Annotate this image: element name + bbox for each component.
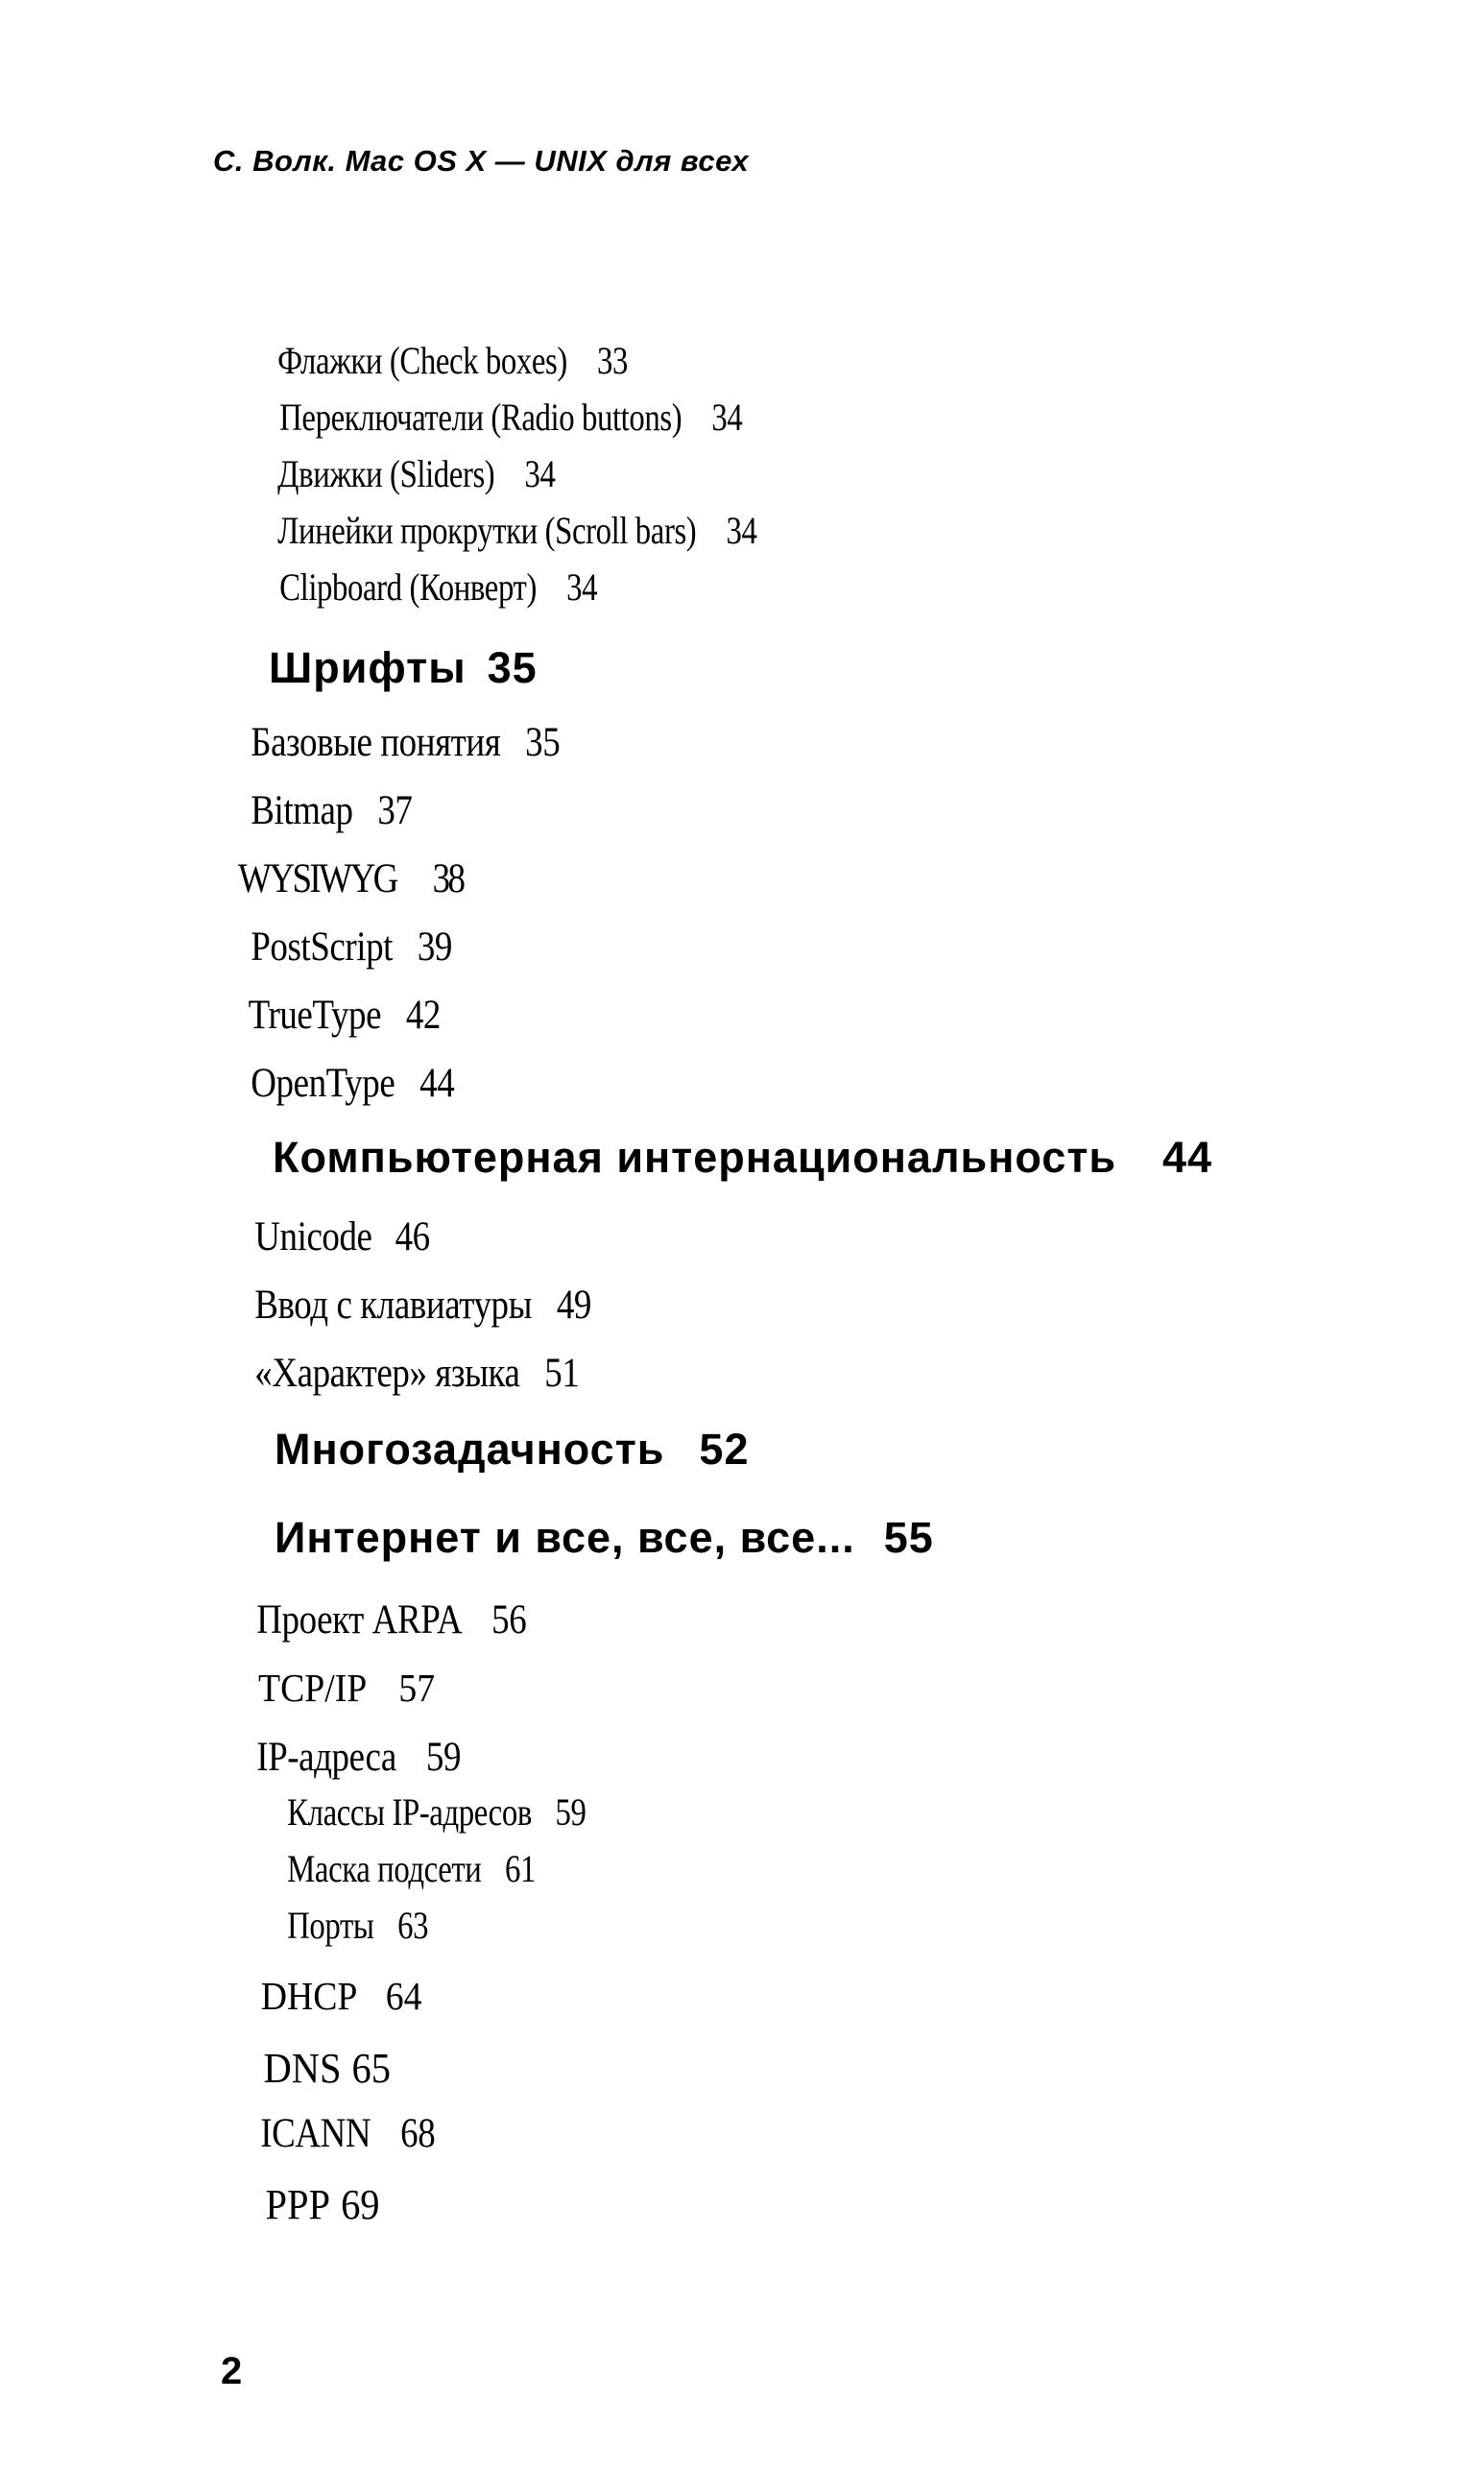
toc-entry-title: OpenType xyxy=(251,1061,395,1106)
toc-entry-title: Базовые понятия xyxy=(251,720,501,765)
toc-subentry-page: 61 xyxy=(505,1847,536,1890)
toc-entry-page: 37 xyxy=(377,788,413,833)
toc-subentry-title: Движки (Sliders) xyxy=(277,452,495,495)
toc-entry-title: DHCP xyxy=(260,1974,358,2018)
toc-entry-title: Bitmap xyxy=(251,788,353,833)
toc-entry-title: DNS xyxy=(263,2045,342,2092)
toc-entry-page: 69 xyxy=(341,2181,380,2228)
toc-entry-page: 42 xyxy=(405,993,441,1038)
toc-section-title: Компьютерная интернациональность xyxy=(273,1133,1117,1182)
toc-entry-title: PPP xyxy=(265,2181,331,2228)
toc-entry-title: «Характер» языка xyxy=(254,1351,520,1396)
toc-entry-title: Проект ARPA xyxy=(256,1597,463,1643)
toc-section-title: Интернет и все, все, все... xyxy=(275,1513,855,1562)
toc-entry-title: PostScript xyxy=(251,924,394,970)
toc-entry-title: Unicode xyxy=(254,1214,372,1260)
toc-entry-title: IP-адреса xyxy=(256,1735,396,1780)
toc-entry-page: 59 xyxy=(425,1735,462,1780)
toc-entry-title: WYSIWYG xyxy=(238,856,396,901)
toc-entry-page: 65 xyxy=(351,2045,391,2092)
toc-entry-page: 35 xyxy=(525,720,561,765)
toc-entry-title: Ввод с клавиатуры xyxy=(254,1283,533,1328)
toc-entry-page: 56 xyxy=(491,1597,527,1643)
toc-entry-page: 49 xyxy=(556,1283,591,1328)
toc-subentry-page: 59 xyxy=(555,1790,586,1834)
toc-entry-page: 44 xyxy=(419,1061,455,1106)
page-number: 2 xyxy=(221,2350,243,2392)
toc-subentry-page: 34 xyxy=(524,452,556,495)
toc-subentry-title: Классы IP-адресов xyxy=(287,1790,532,1834)
toc-entry-page: 39 xyxy=(417,924,452,970)
toc-subentry-page: 63 xyxy=(397,1904,429,1947)
toc-entry-title: TCP/IP xyxy=(258,1666,368,1710)
toc-subentry-title: Clipboard (Конверт) xyxy=(279,565,537,609)
toc-section-page: 52 xyxy=(699,1425,750,1474)
toc-entry-page: 51 xyxy=(544,1351,580,1396)
toc-entry-title: TrueType xyxy=(248,993,382,1038)
toc-entry-page: 64 xyxy=(385,1974,422,2018)
running-head: С. Волк. Mac OS X — UNIX для всех xyxy=(213,144,750,178)
toc-subentry-page: 34 xyxy=(711,396,743,439)
toc-section-page: 35 xyxy=(487,643,538,692)
toc-subentry-title: Флажки (Check boxes) xyxy=(277,339,567,382)
toc-entry-page: 68 xyxy=(400,2111,436,2156)
toc-entry-page: 46 xyxy=(395,1214,430,1260)
toc-subentry-page: 34 xyxy=(566,565,598,609)
toc-subentry-title: Линейки прокрутки (Scroll bars) xyxy=(277,509,697,552)
toc-subentry-page: 33 xyxy=(597,339,629,382)
toc-entry-title: ICANN xyxy=(260,2111,371,2156)
toc-section-title: Многозадачность xyxy=(275,1425,665,1474)
toc-section-title: Шрифты xyxy=(269,643,467,692)
toc-subentry-title: Маска подсети xyxy=(287,1847,482,1890)
toc-section-page: 55 xyxy=(883,1513,934,1562)
toc-subentry-title: Переключатели (Radio buttons) xyxy=(279,396,682,439)
toc-entry-page: 38 xyxy=(432,856,464,901)
toc-entry xyxy=(227,2131,380,2278)
toc-subentry-title: Порты xyxy=(287,1904,374,1947)
toc-entry-page: 57 xyxy=(398,1666,436,1710)
toc-section-page: 44 xyxy=(1162,1133,1213,1182)
toc-subentry-page: 34 xyxy=(726,509,757,552)
